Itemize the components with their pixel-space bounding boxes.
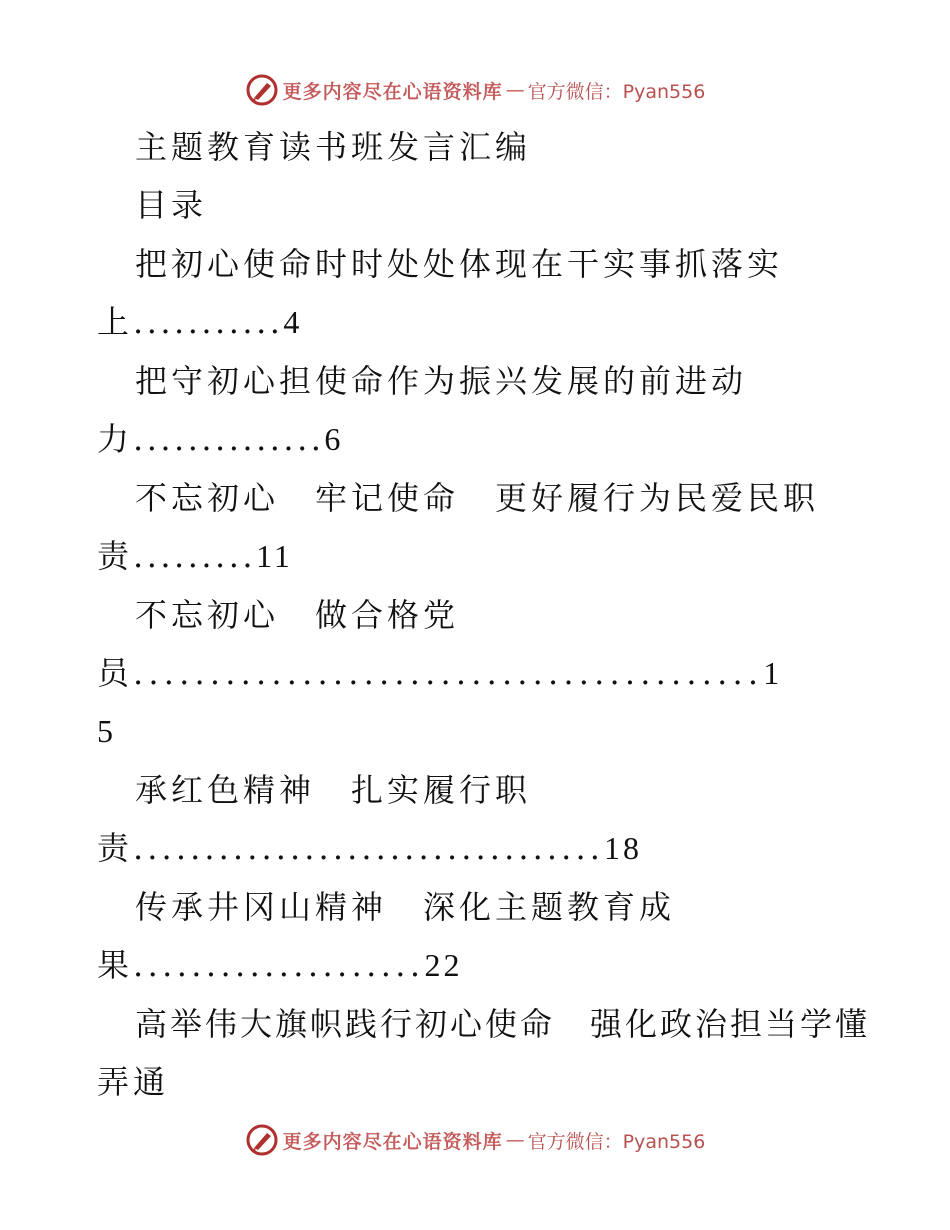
watermark-banner-top (0, 70, 950, 110)
watermark-contact: 官方微信：Pyan556 (527, 80, 706, 103)
document-title: 主题教育读书班发言汇编 (135, 128, 532, 166)
watermark-text: 更多内容尽在心语资料库 (282, 80, 503, 103)
toc-entry-2-page: 6 (324, 421, 344, 457)
toc-entry-2-tail (97, 419, 343, 459)
toc-entry-2-leader: .............. (133, 420, 325, 458)
toc-entry-1-tail (97, 302, 302, 342)
watermark-separator: — (505, 79, 525, 101)
toc-entry-3-title: 不忘初心 牢记使命 更好履行为民爱民职 (135, 479, 820, 517)
toc-entry-1-page: 4 (283, 304, 303, 340)
toc-entry-4-page-wrap (97, 711, 116, 751)
toc-entry-4-tail-text: 员 (97, 654, 134, 692)
toc-entry-5-tail-text: 责 (97, 829, 134, 867)
pen-logo-icon (245, 1123, 279, 1157)
toc-entry-2-title: 把守初心担使命作为振兴发展的前进动 (135, 362, 748, 400)
toc-entry-5-title: 承红色精神 扎实履行职 (135, 771, 532, 809)
toc-entry-4-title: 不忘初心 做合格党 (135, 596, 460, 634)
toc-entry-4-leader: ......................................... (133, 654, 764, 692)
toc-entry-4-page: 1 (763, 655, 783, 691)
toc-entry-3-leader: ......... (133, 537, 257, 575)
toc-entry-6-tail (97, 945, 462, 985)
toc-entry-4-page-continued: 5 (97, 713, 116, 749)
watermark-separator: — (505, 1129, 525, 1151)
toc-entry-7-title: 高举伟大旗帜践行初心使命 强化政治担当学懂 (135, 1005, 871, 1043)
toc-entry-5-leader: ................................. (133, 829, 604, 867)
toc-entry-6-tail-text: 果 (97, 946, 134, 984)
toc-entry-4-tail (97, 653, 782, 693)
toc-entry-6-title: 传承井冈山精神 深化主题教育成 (135, 888, 676, 926)
toc-entry-5-page: 18 (604, 830, 642, 866)
pen-logo-icon (245, 73, 279, 107)
toc-entry-2-tail-text: 力 (97, 420, 134, 458)
watermark-text: 更多内容尽在心语资料库 (282, 1130, 503, 1153)
toc-heading: 目录 (135, 186, 208, 224)
toc-entry-1-leader: ........... (133, 303, 284, 341)
watermark-banner-bottom (0, 1120, 950, 1160)
toc-entry-1-title: 把初心使命时时处处体现在干实事抓落实 (135, 245, 784, 283)
toc-entry-3-tail (97, 536, 293, 576)
toc-entry-3-page: 11 (256, 538, 293, 574)
toc-entry-6-page: 22 (424, 947, 463, 983)
toc-entry-7-tail: 弄通 (97, 1063, 170, 1101)
toc-entry-1-tail-text: 上 (97, 303, 134, 341)
toc-entry-5-tail (97, 828, 642, 868)
watermark-contact: 官方微信：Pyan556 (527, 1130, 706, 1153)
toc-entry-6-leader: .................... (133, 946, 425, 984)
toc-entry-3-tail-text: 责 (97, 537, 134, 575)
